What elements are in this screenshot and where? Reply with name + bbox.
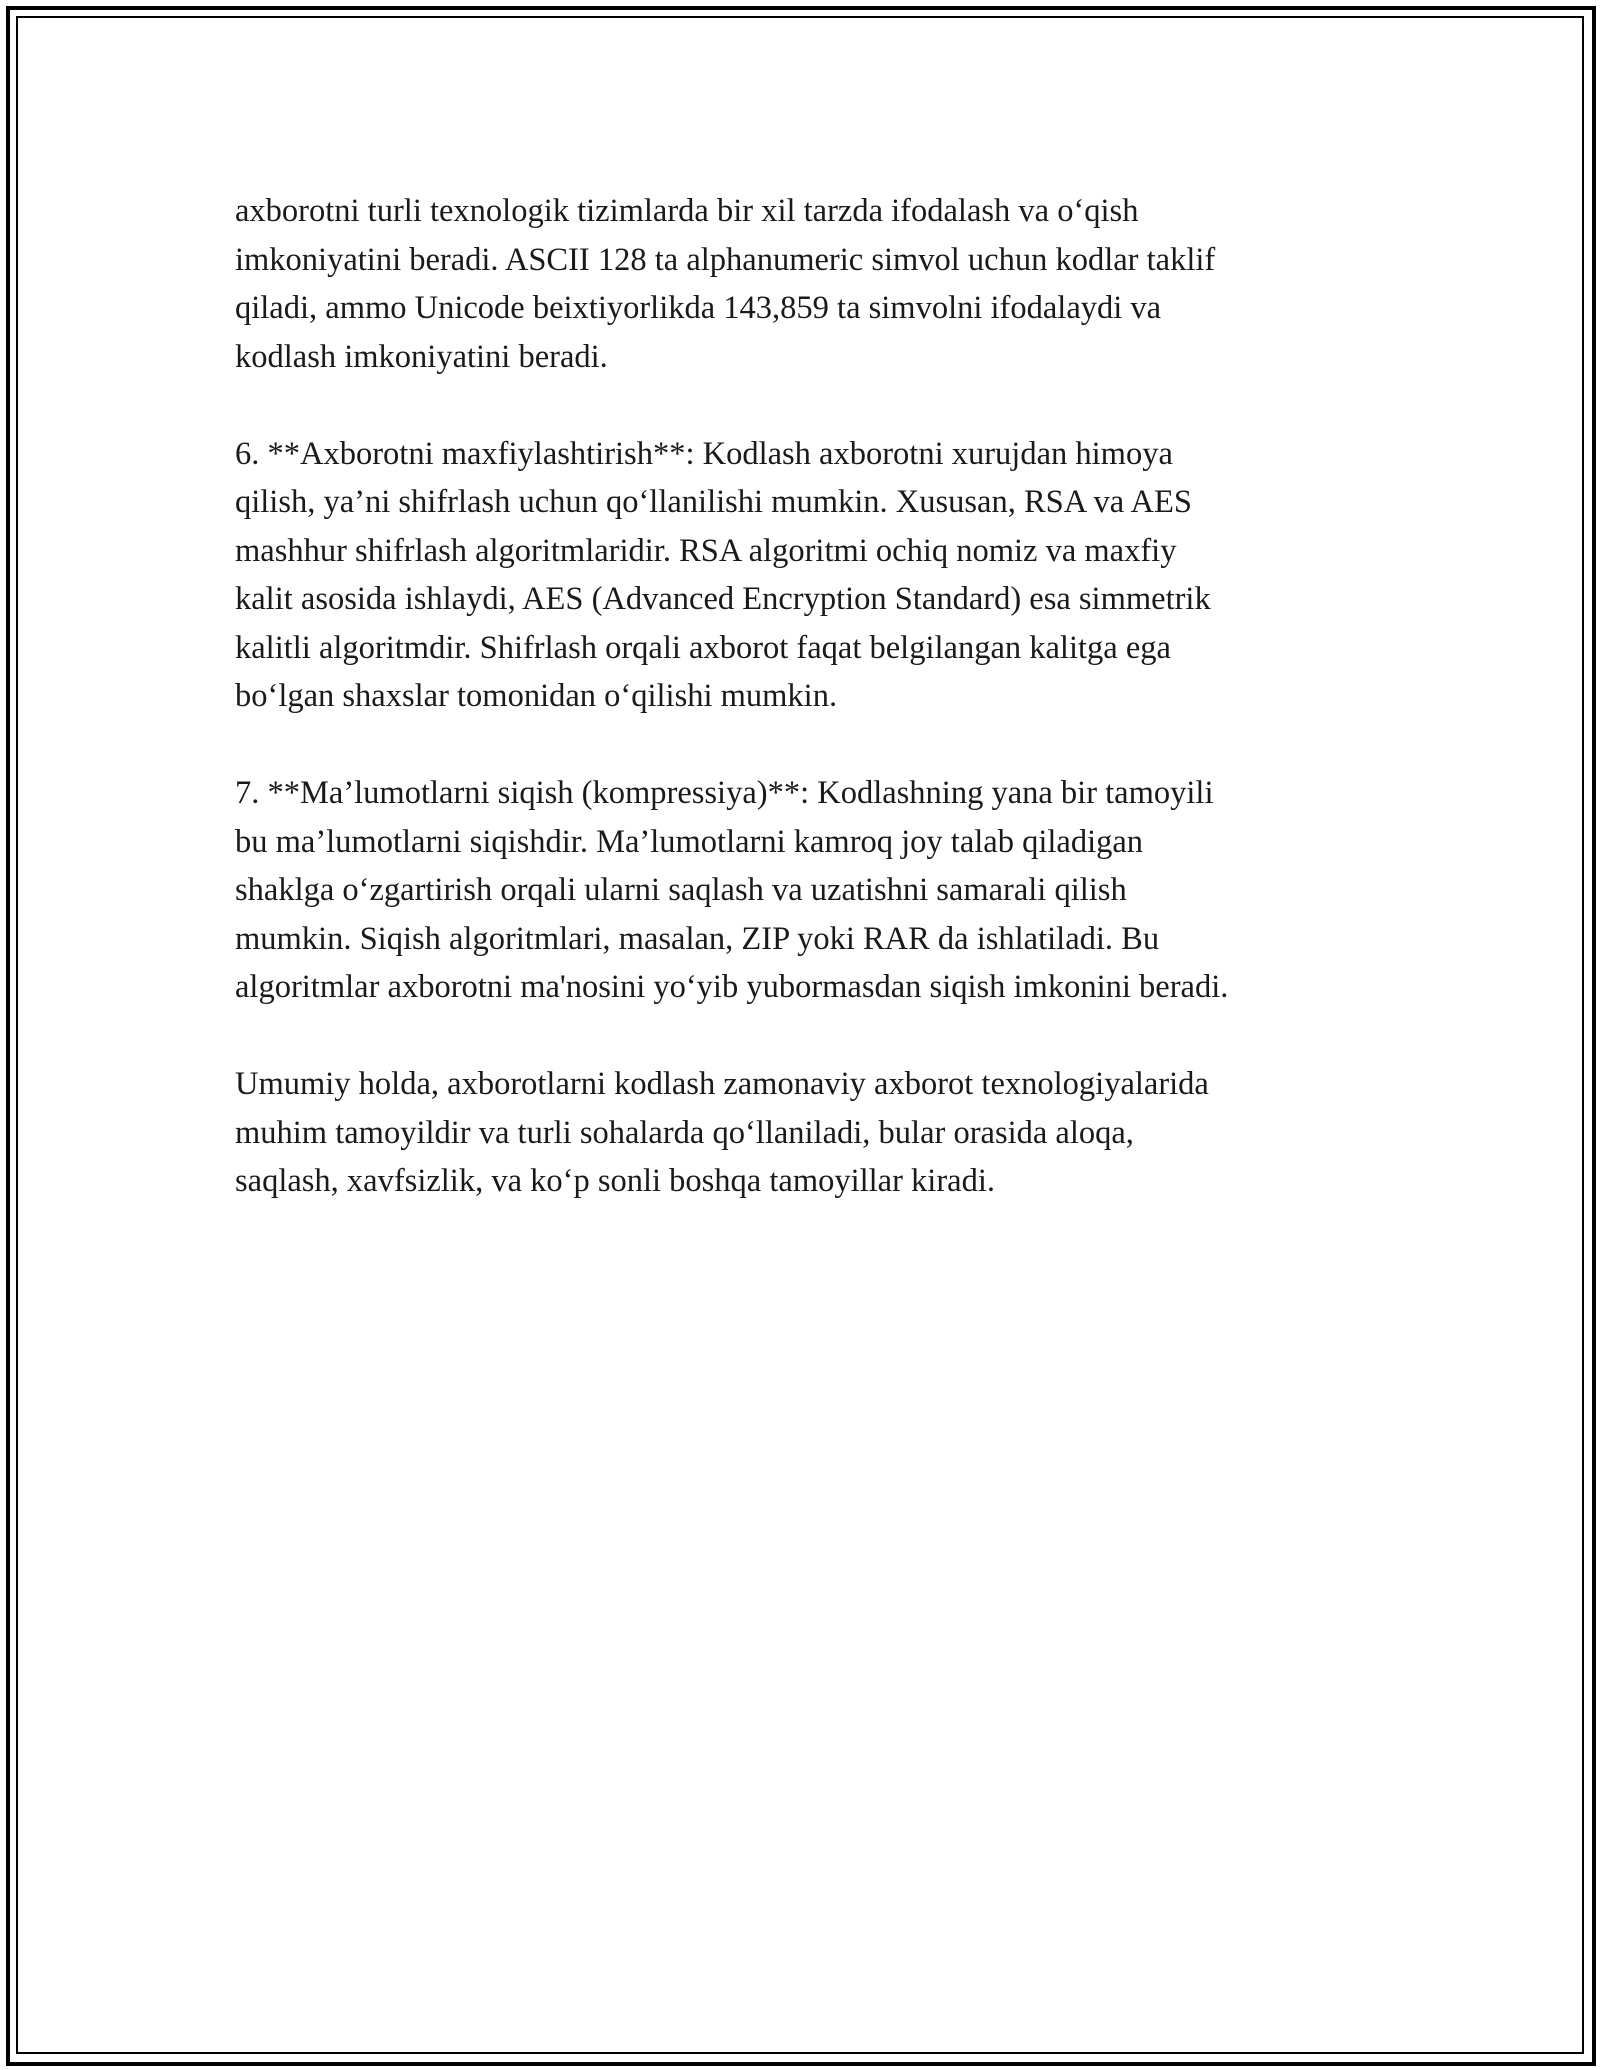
- document-body: [235, 187, 1375, 1254]
- paragraph-conclusion: Umumiy holda, axborotlarni kodlash zamonaviy axborot texnologiyalarida muhim tamoyildir va turli sohalarda qo‘llaniladi, bular orasida aloqa, saqlash, xavfsizlik, va ko‘p sonli boshqa tamoyillar kiradi.: [235, 1066, 1209, 1199]
- paragraph-encoding-standards: axborotni turli texnologik tizimlarda bir xil tarzda ifodalash va o‘qish imkoniyatini beradi. ASCII 128 ta alphanumeric simvol uchun kodlar taklif qiladi, ammo Unicode beixtiyorlikda 143,859 ta simvolni ifodalaydi va kodlash imkoniyatini beradi.: [235, 193, 1216, 375]
- paragraph-encryption: 6. **Axborotni maxfiylashtirish**: Kodlash axborotni xurujdan himoya qilish, ya’ni shifrlash uchun qo‘llanilishi mumkin. Xususan, RSA va AES mashhur shifrlash algoritmlaridir. RSA algoritmi ochiq nomiz va maxfiy kalit asosida ishlaydi, AES (Advanced Encryption Standard) esa simmetrik kalitli algoritmdir. Shifrlash orqali axborot faqat belgilangan kalitga ega bo‘lgan shaxslar tomonidan o‘qilishi mumkin.: [235, 435, 1211, 714]
- paragraph-compression: 7. **Ma’lumotlarni siqish (kompressiya)**: Kodlashning yana bir tamoyili bu ma’lumotlarni siqishdir. Ma’lumotlarni kamroq joy talab qiladigan shaklga o‘zgartirish orqali ularni saqlash va uzatishni samarali qilish mumkin. Siqish algoritmlari, masalan, ZIP yoki RAR da ishlatiladi. Bu algoritmlar axborotni ma'nosini yo‘yib yubormasdan siqish imkonini beradi.: [235, 775, 1229, 1005]
